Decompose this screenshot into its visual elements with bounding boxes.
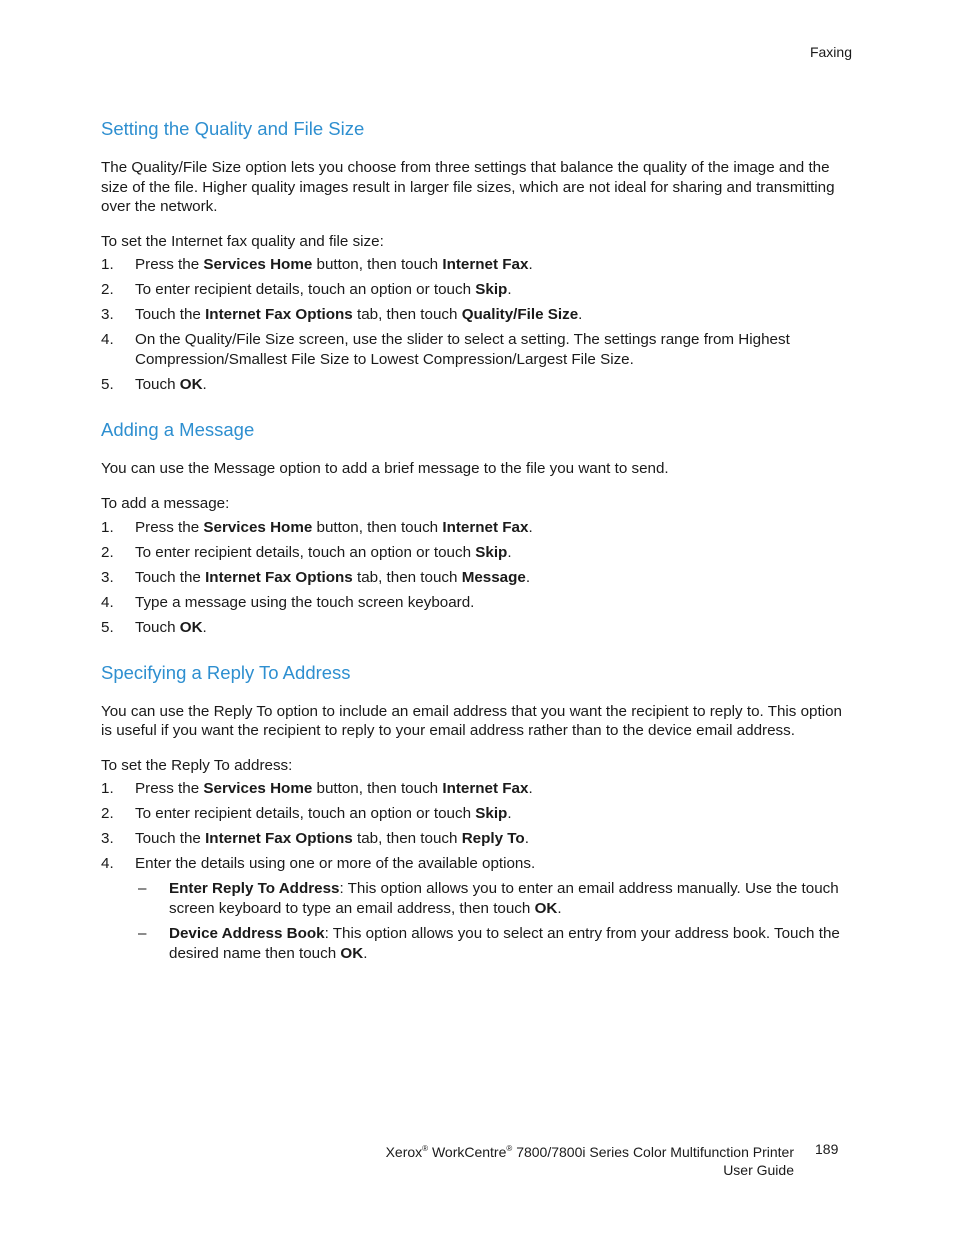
ui-term: Services Home (203, 518, 313, 536)
footer-product-rest: 7800/7800i Series Color Multifunction Printer (516, 1144, 794, 1160)
step-number: 1. (101, 780, 114, 798)
step-number: 4. (101, 593, 114, 611)
step-item (101, 375, 853, 395)
step-text: Press the (135, 780, 204, 798)
step-item (101, 854, 853, 964)
step-text: : This option allows you to select an entry from your address book. Touch the desired name then touch (169, 925, 840, 963)
step-item (101, 779, 853, 799)
step-text: tab, then touch (352, 306, 462, 324)
ui-term: Internet Fax (442, 780, 529, 798)
step-number: 2. (101, 281, 114, 299)
section-heading: Specifying a Reply To Address (101, 661, 351, 683)
ui-term: Message (461, 568, 526, 586)
step-text: . (578, 306, 583, 324)
step-text: button, then touch (312, 256, 443, 274)
section-body: You can use the Reply To option to include an email address that you want the recipient to reply to. This option is useful if you want the recipient to reply to your email address rather than to the device email address. (101, 702, 842, 740)
ui-term: Services Home (203, 256, 313, 274)
step-text: . (507, 281, 512, 299)
ui-term: OK (179, 618, 203, 636)
section-body: You can use the Message option to add a brief message to the file you want to send. (101, 460, 669, 478)
step-number: 5. (101, 618, 114, 636)
registered-mark: ® (422, 1144, 429, 1153)
ui-term: OK (179, 376, 203, 394)
ui-term: Internet Fax Options (205, 830, 353, 848)
step-number: 2. (101, 805, 114, 823)
steps-intro: To set the Reply To address: (101, 756, 293, 774)
step-text: Touch (135, 376, 180, 394)
section-heading: Adding a Message (101, 419, 255, 441)
step-text: Touch the (135, 306, 206, 324)
registered-mark: ® (506, 1144, 513, 1153)
step-item (101, 518, 853, 538)
sub-options-list (135, 879, 853, 964)
ui-term: Enter Reply To Address (169, 880, 340, 898)
page-number: 189 (815, 1141, 839, 1157)
step-text: Type a message using the touch screen keyboard. (135, 593, 475, 611)
step-text: . (528, 256, 533, 274)
ui-term: Skip (475, 281, 508, 299)
section-message (101, 417, 853, 637)
step-item (101, 255, 853, 275)
step-text: To enter recipient details, touch an option or touch (135, 543, 476, 561)
step-text: button, then touch (312, 518, 443, 536)
step-item (101, 593, 853, 613)
section-body: The Quality/File Size option lets you choose from three settings that balance the quality of the image and the size of the file. Higher quality images result in larger file sizes, which are not ideal for sharing and transmitting over the network. (101, 159, 835, 216)
step-text: tab, then touch (352, 568, 462, 586)
ui-term: OK (340, 945, 364, 963)
ui-term: Internet Fax Options (205, 306, 353, 324)
footer-guide: User Guide (723, 1162, 794, 1178)
step-number: 4. (101, 331, 114, 349)
ui-term: Internet Fax Options (205, 568, 353, 586)
running-header: Faxing (809, 44, 852, 60)
step-item (101, 330, 853, 370)
steps-intro: To set the Internet fax quality and file size: (101, 232, 384, 250)
step-item (101, 543, 853, 563)
step-item (101, 804, 853, 824)
page-content (101, 116, 853, 986)
step-item (101, 829, 853, 849)
step-number: 1. (101, 518, 114, 536)
footer-brand: Xerox (385, 1144, 423, 1160)
footer-product: WorkCentre (431, 1144, 507, 1160)
step-text: Touch the (135, 568, 206, 586)
step-text: To enter recipient details, touch an option or touch (135, 281, 476, 299)
ui-term: Skip (475, 543, 508, 561)
step-text: . (528, 780, 533, 798)
step-text: button, then touch (312, 780, 443, 798)
dash-bullet: – (138, 880, 147, 898)
step-number: 3. (101, 568, 114, 586)
step-text: . (507, 543, 512, 561)
section-quality (101, 116, 853, 395)
step-text: Touch (135, 618, 180, 636)
step-text: . (202, 376, 207, 394)
step-number: 3. (101, 306, 114, 324)
steps-list (101, 255, 853, 395)
step-text: Touch the (135, 830, 206, 848)
steps-intro: To add a message: (101, 494, 230, 512)
ui-term: OK (534, 900, 558, 918)
step-number: 4. (101, 855, 114, 873)
ui-term: Skip (475, 805, 508, 823)
step-text: . (202, 618, 207, 636)
sub-option-item (135, 924, 853, 964)
step-text: . (557, 900, 562, 918)
step-number: 5. (101, 376, 114, 394)
step-item (101, 568, 853, 588)
section-heading: Setting the Quality and File Size (101, 118, 365, 139)
step-item (101, 305, 853, 325)
step-item (101, 280, 853, 300)
ui-term: Services Home (203, 780, 313, 798)
step-number: 2. (101, 543, 114, 561)
ui-term: Internet Fax (442, 518, 529, 536)
steps-list (101, 779, 853, 964)
step-text: . (525, 568, 531, 586)
step-item (101, 618, 853, 638)
section-reply-to (101, 660, 853, 965)
ui-term: Reply To (461, 830, 525, 848)
steps-list (101, 518, 853, 638)
step-text: . (524, 830, 529, 848)
footer-product-line (386, 1140, 794, 1161)
step-text: Press the (135, 518, 204, 536)
step-text: : This option allows you to enter an email address manually. Use the touch screen keyboard to type an email address, then touch (169, 880, 839, 918)
step-text: tab, then touch (352, 830, 462, 848)
ui-term: Internet Fax (442, 256, 529, 274)
step-text: To enter recipient details, touch an option or touch (135, 805, 476, 823)
ui-term: Quality/File Size (461, 306, 579, 324)
step-number: 3. (101, 830, 114, 848)
step-text: On the Quality/File Size screen, use the slider to select a setting. The settings range from Highest Compression/Smallest File Size to Lowest Compression/Largest File Size. (135, 331, 790, 369)
step-text: Enter the details using one or more of the available options. (135, 855, 536, 873)
dash-bullet: – (138, 925, 147, 943)
page-footer (386, 1140, 794, 1179)
step-number: 1. (101, 256, 114, 274)
step-text: . (363, 945, 368, 963)
step-text: . (507, 805, 512, 823)
step-text: . (528, 518, 533, 536)
step-text: Press the (135, 256, 204, 274)
sub-option-item (135, 879, 853, 919)
ui-term: Device Address Book (169, 925, 325, 943)
